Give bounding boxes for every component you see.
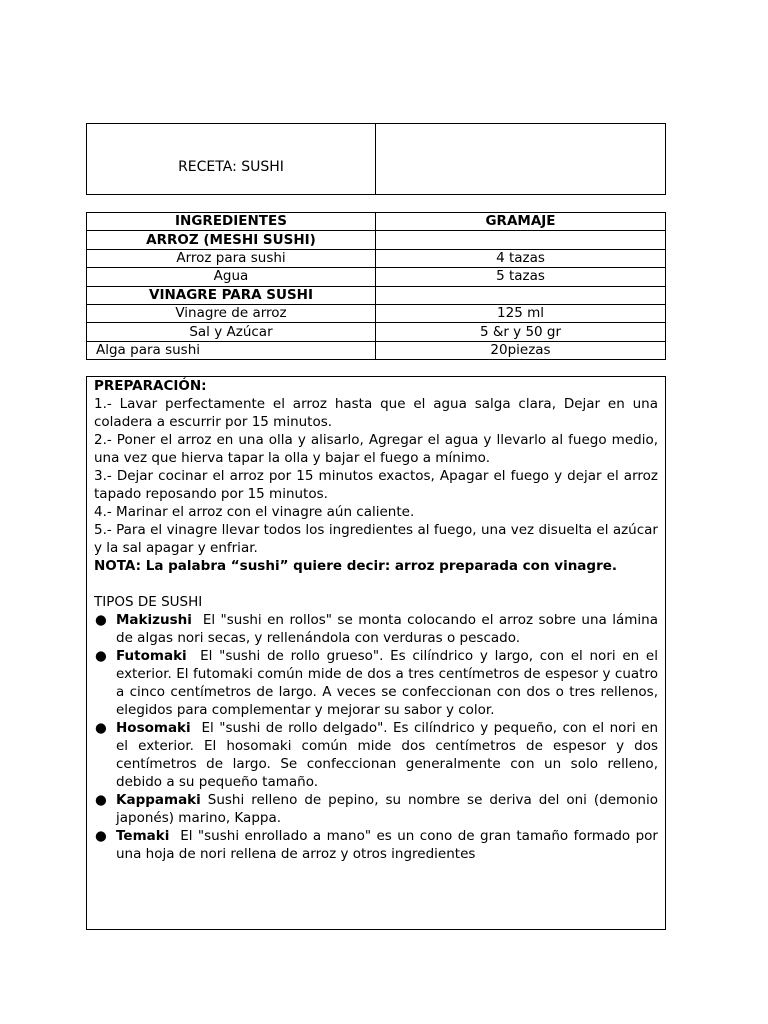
list-item	[94, 611, 658, 647]
section-label: VINAGRE PARA SUSHI	[87, 286, 376, 304]
list-item	[94, 719, 658, 791]
bullet-icon: ●	[95, 612, 107, 628]
section-label: ARROZ (MESHI SUSHI)	[87, 231, 376, 249]
ingredient-name: Sal y Azúcar	[87, 323, 376, 341]
preparation-box	[86, 376, 666, 930]
bullet-icon: ●	[95, 828, 107, 844]
ingredient-amount: 5 tazas	[376, 268, 666, 286]
sushi-type-name: Hosomaki	[116, 720, 191, 736]
ingredient-amount: 4 tazas	[376, 249, 666, 267]
sushi-type-description: El "sushi en rollos" se monta colocando el arroz sobre una lámina de algas nori secas, y rellenándola con verduras o pescado.	[116, 612, 658, 646]
sushi-type-name: Kappamaki	[116, 792, 201, 808]
list-item	[94, 827, 658, 863]
sushi-type-name: Futomaki	[116, 648, 187, 664]
preparation-step: 4.- Marinar el arroz con el vinagre aún caliente.	[94, 504, 415, 520]
sushi-type-name: Temaki	[116, 828, 170, 844]
table-row	[87, 323, 666, 341]
recipe-title-table	[86, 123, 666, 195]
preparation-heading: PREPARACIÓN:	[94, 378, 207, 394]
preparation-step: 2.- Poner el arroz en una olla y alisarlo, Agregar el agua y llevarlo al fuego medio, una vez que hierva tapar la olla y bajar el fuego a mínimo.	[94, 432, 658, 466]
bullet-icon: ●	[95, 792, 107, 808]
table-row	[87, 341, 666, 359]
sushi-type-name: Makizushi	[116, 612, 192, 628]
amount-header: GRAMAJE	[376, 213, 666, 231]
table-row	[87, 231, 666, 249]
table-row	[87, 268, 666, 286]
bullet-icon: ●	[95, 720, 107, 736]
ingredient-amount: 20piezas	[376, 341, 666, 359]
recipe-title-blank-cell	[376, 124, 665, 194]
sushi-types-list	[94, 611, 658, 863]
table-row	[87, 304, 666, 322]
list-item	[94, 791, 658, 827]
ingredient-name: Agua	[87, 268, 376, 286]
ingredient-amount	[376, 231, 666, 249]
sushi-type-description: Sushi relleno de pepino, su nombre se deriva del oni (demonio japonés) marino, Kappa.	[116, 792, 658, 826]
ingredient-amount: 125 ml	[376, 304, 666, 322]
ingredient-name: Vinagre de arroz	[87, 304, 376, 322]
ingredient-amount	[376, 286, 666, 304]
sushi-type-description: El "sushi enrollado a mano" es un cono de gran tamaño formado por una hoja de nori rellena de arroz y otros ingredientes	[116, 828, 658, 862]
sushi-type-description: El "sushi de rollo grueso". Es cilíndrico y largo, con el nori en el exterior. El futomaki común mide de dos a tres centímetros de espesor y cuatro a cinco centímetros de largo. A veces se confeccionan con dos o tres rellenos, elegidos para complementar y mejorar su sabor y color.	[116, 648, 658, 718]
preparation-step: 5.- Para el vinagre llevar todos los ingredientes al fuego, una vez disuelta el azúcar y la sal apagar y enfriar.	[94, 522, 658, 556]
preparation-note: NOTA: La palabra “sushi” quiere decir: arroz preparada con vinagre.	[94, 558, 618, 574]
ingredient-amount: 5 &r y 50 gr	[376, 323, 666, 341]
ingredients-header-row	[87, 213, 666, 231]
ingredient-name: Alga para sushi	[87, 341, 376, 359]
ingredients-table	[86, 212, 666, 360]
preparation-step: 1.- Lavar perfectamente el arroz hasta que el agua salga clara, Dejar en una coladera a escurrir por 15 minutos.	[94, 396, 658, 430]
table-row	[87, 249, 666, 267]
preparation-step: 3.- Dejar cocinar el arroz por 15 minutos exactos, Apagar el fuego y dejar el arroz tapado reposando por 15 minutos.	[94, 468, 658, 502]
bullet-icon: ●	[95, 648, 107, 664]
ingredient-name: Arroz para sushi	[87, 249, 376, 267]
spacer	[94, 575, 658, 593]
recipe-title: RECETA: SUSHI	[87, 124, 376, 194]
sushi-type-description: El "sushi de rollo delgado". Es cilíndrico y pequeño, con el nori en el exterior. El hosomaki común mide dos centímetros de espesor y dos centímetros de largo. Se confeccionan generalmente con un solo relleno, debido a su pequeño tamaño.	[116, 720, 658, 790]
table-row	[87, 286, 666, 304]
sushi-types-heading: TIPOS DE SUSHI	[94, 594, 203, 610]
ingredients-header: INGREDIENTES	[87, 213, 376, 231]
list-item	[94, 647, 658, 719]
